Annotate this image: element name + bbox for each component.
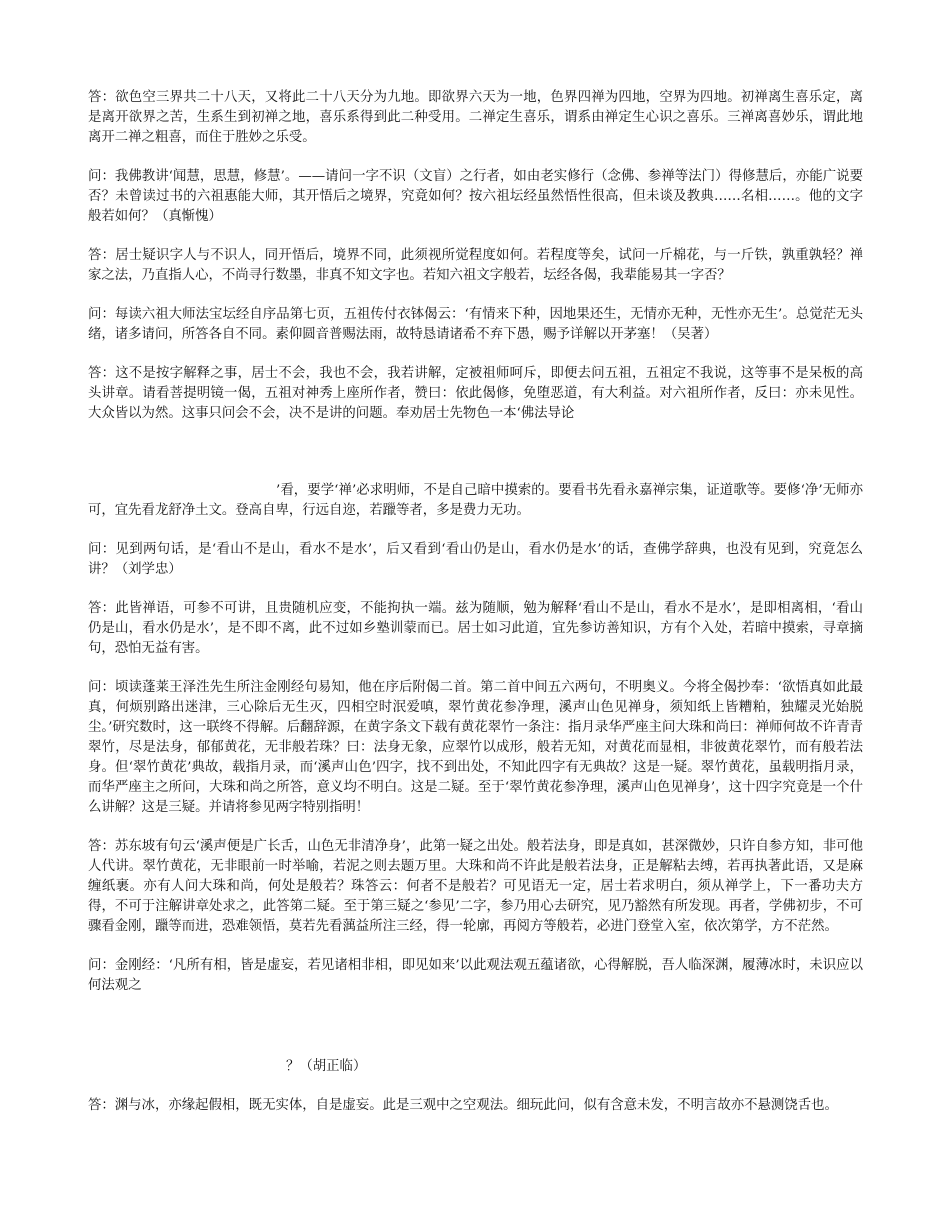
- answer-paragraph-not-explain: 答：这不是按字解释之事，居士不会，我也不会，我若讲解，定被祖师呵斥，即便去问五祖，五祖定不我说，这等事不是呆板的高头讲章。请看菩提明镜一偈，五祖对神秀上座所作者，赞曰：依此偈修，免堕恶道，有大利益。对六祖所作者，反曰：亦未见性。大众皆以为然。这事只问会不会，决不是讲的问题。奉劝居士先物色一本‘佛法导论: [88, 366, 863, 421]
- page-break-gap-2: [88, 1015, 863, 1057]
- question-paragraph-mountain-water: 问：见到两句话，是‘看山不是山，看水不是水’，后又看到‘看山仍是山，看水仍是水’的话，查佛学辞典，也没有见到，究竟怎么讲？（刘学忠）: [88, 542, 863, 577]
- page-break-gap: [88, 443, 863, 481]
- continuation-paragraph: ’看，要学‘禅’必求明师，不是自己暗中摸索的。要看书先看永嘉禅宗集，证道歌等。要修‘净’无师亦可，宜先看龙舒净土文。登高自卑，行远自迩，若躐等者，多是费力无功。: [88, 483, 863, 518]
- answer-paragraph-three-realms: 答：欲色空三界共二十八天，又将此二十八天分为九地。即欲界六天为一地，色界四禅为四地，空界为四地。初禅离生喜乐定，离是离开欲界之苦，生系生到初禅之地，喜乐系得到此二种受用。二禅定生喜乐，谓系由禅定生心识之喜乐。三禅离喜妙乐，谓此地离开二禅之粗喜，而住于胜妙之乐受。: [88, 90, 863, 145]
- question-paragraph-bamboo-flower: 问：顷读蓬莱王泽泩先生所注金刚经句易知，他在序后附偈二首。第二首中间五六两句，不明奥义。今将全偈抄奉：‘欲悟真如此最真，何烦别路出迷津，三心除后无生灭，四相空时泯爱嗔，翠竹黄花参净理，溪声山色见禅身，须知纸上皆糟粕，独耀灵光始脱尘。’研究数时，这一联终不得解。后翻辞源，在黄字条文下载有黄花翠竹一条注：指月录华严座主问大珠和尚曰：禅师何故不许青青翠竹，尽是法身，郁郁黄花，无非般若珠？曰：法身无象，应翠竹以成形，般若无知，对黄花而显相，非彼黄花翠竹，而有般若法身。但‘翠竹黄花’典故，载指月录，而‘溪声山色’四字，找不到出处，不知此四字有无典故？这是一疑。翠竹黄花，虽载明指月录，而华严座主之所问，大珠和尚之所答，意义均不明白。这是二疑。至于‘翠竹黄花参净理，溪声山色见禅身’，这十四字究竟是一个什么讲解？这是三疑。并请将参见两字特别指明！: [88, 680, 863, 815]
- document-page: [88, 88, 863, 1135]
- answer-paragraph-literacy: 答：居士疑识字人与不识人，同开悟后，境界不同，此须视所觉程度如何。若程度等矣，试问一斤棉花，与一斤铁，孰重孰轻？禅家之法，乃直指人心，不尚寻行数墨，非真不知文字也。若知六祖文字般若，坛经各偈，我辈能易其一字否？: [88, 248, 863, 283]
- answer-paragraph-bamboo-flower: 答：苏东坡有句云‘溪声便是广长舌，山色无非清净身’，此第一疑之出处。般若法身，即是真如，甚深微妙，只许自参方知，非可他人代讲。翠竹黄花，无非眼前一时举喻，若泥之则去题万里。大珠和尚不许此是般若法身，正是解粘去缚，若再执著此语，又是麻缠纸裹。亦有人问大珠和尚，何处是般若？珠答云：何者不是般若？可见语无一定，居士若求明白，须从禅学上，下一番功夫方得，不可于注解讲章处求之，此答第二疑。至于第三疑之‘参见’二字，参乃用心去研究，见乃豁然有所发现。再者，学佛初步，不可骤看金刚，躐等而进，恐难领悟，莫若先看蕅益所注三经，得一轮廓，再阅方等般若，必进门登堂入室，依次第学，方不茫然。: [88, 839, 863, 934]
- question-paragraph-wisdom: 问：我佛教讲‘闻慧，思慧，修慧’。——请问一字不识（文盲）之行者，如由老实修行（念佛、参禅等法门）得修慧后，亦能广说要否？未曾读过书的六祖惠能大师，其开悟后之境界，究竟如何？按六祖坛经虽然悟性很高，但未谈及教典……名相……。他的文字般若如何？（真惭愧）: [88, 169, 863, 224]
- question-signature: ？（胡正临）: [286, 1059, 367, 1074]
- question-paragraph-robe-verse: 问：每读六祖大师法宝坛经自序品第七页，五祖传付衣钵偈云：‘有情来下种，因地果还生，无情亦无种，无性亦无生’。总觉茫无头绪，诸多请问，所答各自不同。素仰圆音普赐法雨，故特恳请诸希不弃下愚，赐予详解以开茅塞！（吴著）: [88, 307, 863, 342]
- answer-paragraph-abyss-ice: 答：渊与冰，亦缘起假相，既无实体，自是虚妄。此是三观中之空观法。细玩此问，似有含意未发，不明言故亦不悬测饶舌也。: [88, 1098, 838, 1113]
- answer-paragraph-mountain-water: 答：此皆禅语，可参不可讲，且贵随机应变，不能拘执一端。兹为随顺，勉为解释‘看山不是山，看水不是水’，是即相离相，‘看山仍是山，看水仍是水’，是不即不离，此不过如乡塾训蒙而已。居士如习此道，宜先参访善知识，方有个入处，若暗中摸索，寻章摘句，恐怕无益有害。: [88, 601, 863, 656]
- question-paragraph-diamond-sutra: 问：金刚经：‘凡所有相，皆是虚妄，若见诸相非相，即见如来’以此观法观五蕴诸欲，心得解脱，吾人临深渊，履薄冰时，未识应以何法观之: [88, 958, 863, 993]
